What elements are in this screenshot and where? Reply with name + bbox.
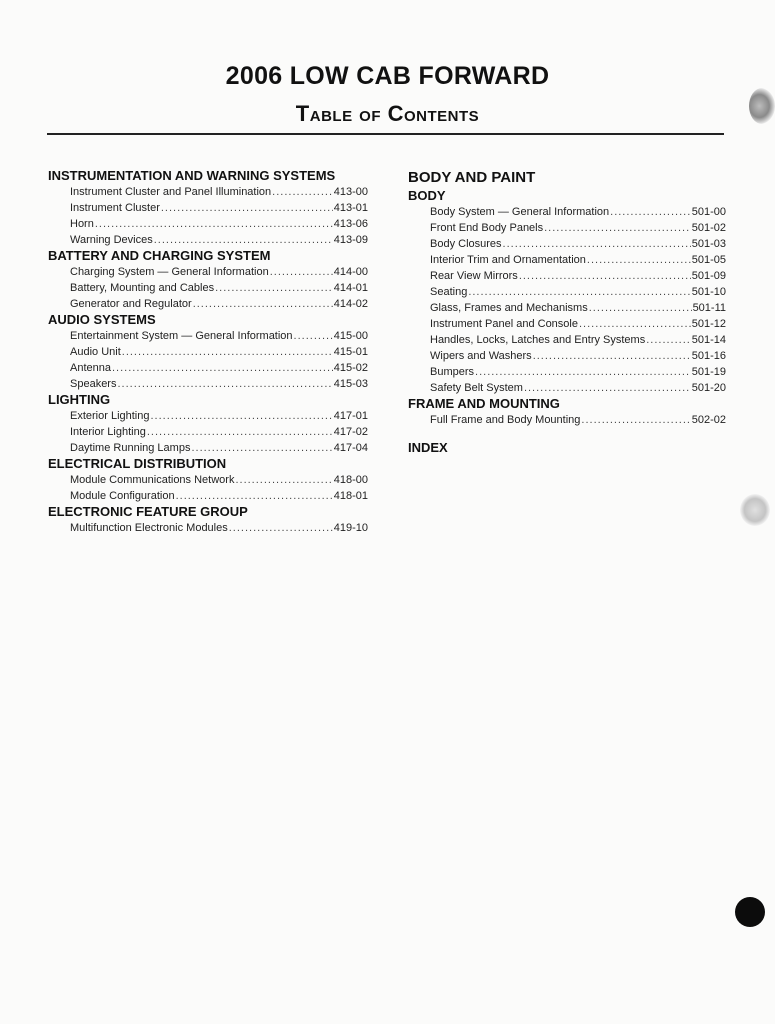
toc-entry[interactable] (408, 364, 726, 380)
dot-leader (122, 344, 333, 360)
entry-page: 501-20 (691, 382, 726, 394)
toc-entry[interactable] (408, 316, 726, 332)
entry-label: Charging System — General Information (70, 266, 269, 278)
toc-entry[interactable] (48, 216, 368, 232)
toc-entry[interactable] (48, 424, 368, 440)
entry-page: 501-09 (691, 270, 726, 282)
toc-right-column (408, 168, 726, 456)
toc-entry[interactable] (48, 360, 368, 376)
entry-label: Interior Trim and Ornamentation (430, 254, 586, 266)
dot-leader (95, 216, 333, 232)
entry-page: 501-00 (691, 206, 726, 218)
entry-page: 501-11 (692, 302, 726, 314)
entry-label: Horn (70, 218, 94, 230)
entry-page: 501-05 (691, 254, 726, 266)
entry-label: Antenna (70, 362, 111, 374)
dot-leader (544, 220, 691, 236)
dot-leader (503, 236, 691, 252)
entry-label: Glass, Frames and Mechanisms (430, 302, 588, 314)
dot-leader (151, 408, 333, 424)
title-rule (47, 133, 724, 135)
dot-leader (176, 488, 333, 504)
index-heading[interactable]: INDEX (408, 440, 448, 455)
toc-entry[interactable] (408, 252, 726, 268)
dot-leader (646, 332, 691, 348)
entry-label: Instrument Panel and Console (430, 318, 578, 330)
group-heading: BODY AND PAINT (408, 169, 536, 186)
punch-hole (735, 897, 765, 927)
entry-label: Module Communications Network (70, 474, 235, 486)
dot-leader (112, 360, 333, 376)
dot-leader (610, 204, 691, 220)
toc-entry[interactable] (408, 412, 726, 428)
entry-label: Exterior Lighting (70, 410, 150, 422)
entry-label: Handles, Locks, Latches and Entry Systems (430, 334, 646, 346)
entry-page: 413-06 (333, 218, 368, 230)
dot-leader (587, 252, 691, 268)
toc-entry[interactable] (408, 268, 726, 284)
entry-label: Multifunction Electronic Modules (70, 522, 228, 534)
dot-leader (117, 376, 332, 392)
toc-entry[interactable] (48, 376, 368, 392)
entry-page: 414-01 (333, 282, 368, 294)
entry-label: Full Frame and Body Mounting (430, 414, 581, 426)
entry-label: Generator and Regulator (70, 298, 192, 310)
entry-page: 415-01 (333, 346, 368, 358)
dot-leader (191, 440, 332, 456)
entry-page: 501-10 (691, 286, 726, 298)
toc-entry[interactable] (408, 204, 726, 220)
toc-entry[interactable] (48, 472, 368, 488)
toc-entry[interactable] (48, 344, 368, 360)
page-title: 2006 LOW CAB FORWARD (225, 62, 550, 90)
toc-left-column (48, 168, 368, 536)
entry-page: 417-02 (333, 426, 368, 438)
entry-label: Body Closures (430, 238, 502, 250)
entry-page: 501-16 (691, 350, 726, 362)
toc-entry[interactable] (48, 296, 368, 312)
entry-label: Speakers (70, 378, 117, 390)
entry-page: 418-00 (333, 474, 368, 486)
dot-leader (524, 380, 691, 396)
entry-page: 501-19 (691, 366, 726, 378)
entry-page: 414-02 (333, 298, 368, 310)
section-heading: FRAME AND MOUNTING (408, 396, 560, 411)
dot-leader (154, 232, 333, 248)
entry-page: 413-09 (333, 234, 368, 246)
entry-label: Instrument Cluster and Panel Illumination (70, 186, 272, 198)
entry-page: 419-10 (333, 522, 368, 534)
entry-label: Interior Lighting (70, 426, 146, 438)
dot-leader (589, 300, 692, 316)
entry-page: 417-01 (333, 410, 368, 422)
toc-entry[interactable] (48, 408, 368, 424)
entry-label: Front End Body Panels (430, 222, 544, 234)
entry-label: Daytime Running Lamps (70, 442, 191, 454)
dot-leader (581, 412, 690, 428)
dot-leader (468, 284, 690, 300)
section-heading: BATTERY AND CHARGING SYSTEM (48, 248, 271, 263)
toc-entry[interactable] (48, 440, 368, 456)
entry-page: 415-02 (333, 362, 368, 374)
toc-entry[interactable] (408, 380, 726, 396)
dot-leader (215, 280, 333, 296)
dot-leader (270, 264, 333, 280)
dot-leader (579, 316, 691, 332)
toc-entry[interactable] (408, 220, 726, 236)
punch-hole (749, 88, 775, 124)
dot-leader (475, 364, 691, 380)
punch-hole (740, 494, 770, 526)
dot-leader (272, 184, 333, 200)
dot-leader (235, 472, 332, 488)
toc-entry[interactable] (48, 232, 368, 248)
dot-leader (519, 268, 691, 284)
toc-entry[interactable] (408, 300, 726, 316)
entry-page: 501-14 (691, 334, 726, 346)
section-heading: INSTRUMENTATION AND WARNING SYSTEMS (48, 168, 336, 183)
dot-leader (294, 328, 333, 344)
dot-leader (193, 296, 333, 312)
dot-leader (533, 348, 691, 364)
entry-label: Bumpers (430, 366, 475, 378)
dot-leader (147, 424, 333, 440)
toc-entry[interactable] (48, 488, 368, 504)
toc-entry[interactable] (48, 280, 368, 296)
entry-page: 413-00 (333, 186, 368, 198)
section-heading: ELECTRICAL DISTRIBUTION (48, 456, 227, 471)
entry-page: 418-01 (333, 490, 368, 502)
entry-page: 414-00 (333, 266, 368, 278)
entry-page: 501-02 (691, 222, 726, 234)
entry-label: Body System — General Information (430, 206, 610, 218)
toc-entry[interactable] (408, 348, 726, 364)
entry-label: Seating (430, 286, 468, 298)
entry-label: Safety Belt System (430, 382, 523, 394)
section-heading: AUDIO SYSTEMS (48, 312, 156, 327)
toc-entry[interactable] (408, 332, 726, 348)
toc-entry[interactable] (48, 264, 368, 280)
page-subtitle: Table of Contents (295, 101, 480, 126)
entry-page: 502-02 (691, 414, 726, 426)
entry-label: Battery, Mounting and Cables (70, 282, 215, 294)
entry-page: 417-04 (333, 442, 368, 454)
toc-entry[interactable] (48, 200, 368, 216)
dot-leader (161, 200, 333, 216)
section-heading: ELECTRONIC FEATURE GROUP (48, 504, 248, 519)
entry-page: 501-03 (691, 238, 726, 250)
section-heading: LIGHTING (48, 392, 111, 407)
toc-entry[interactable] (408, 236, 726, 252)
entry-label: Module Configuration (70, 490, 175, 502)
entry-label: Instrument Cluster (70, 202, 160, 214)
section-heading: BODY (408, 188, 446, 203)
toc-entry[interactable] (408, 284, 726, 300)
entry-label: Entertainment System — General Information (70, 330, 293, 342)
entry-page: 413-01 (333, 202, 368, 214)
toc-entry[interactable] (48, 328, 368, 344)
dot-leader (229, 520, 333, 536)
entry-label: Warning Devices (70, 234, 153, 246)
entry-page: 501-12 (691, 318, 726, 330)
entry-label: Rear View Mirrors (430, 270, 518, 282)
entry-page: 415-00 (333, 330, 368, 342)
entry-page: 415-03 (333, 378, 368, 390)
entry-label: Wipers and Washers (430, 350, 532, 362)
toc-entry[interactable] (48, 184, 368, 200)
toc-entry[interactable] (48, 520, 368, 536)
entry-label: Audio Unit (70, 346, 121, 358)
